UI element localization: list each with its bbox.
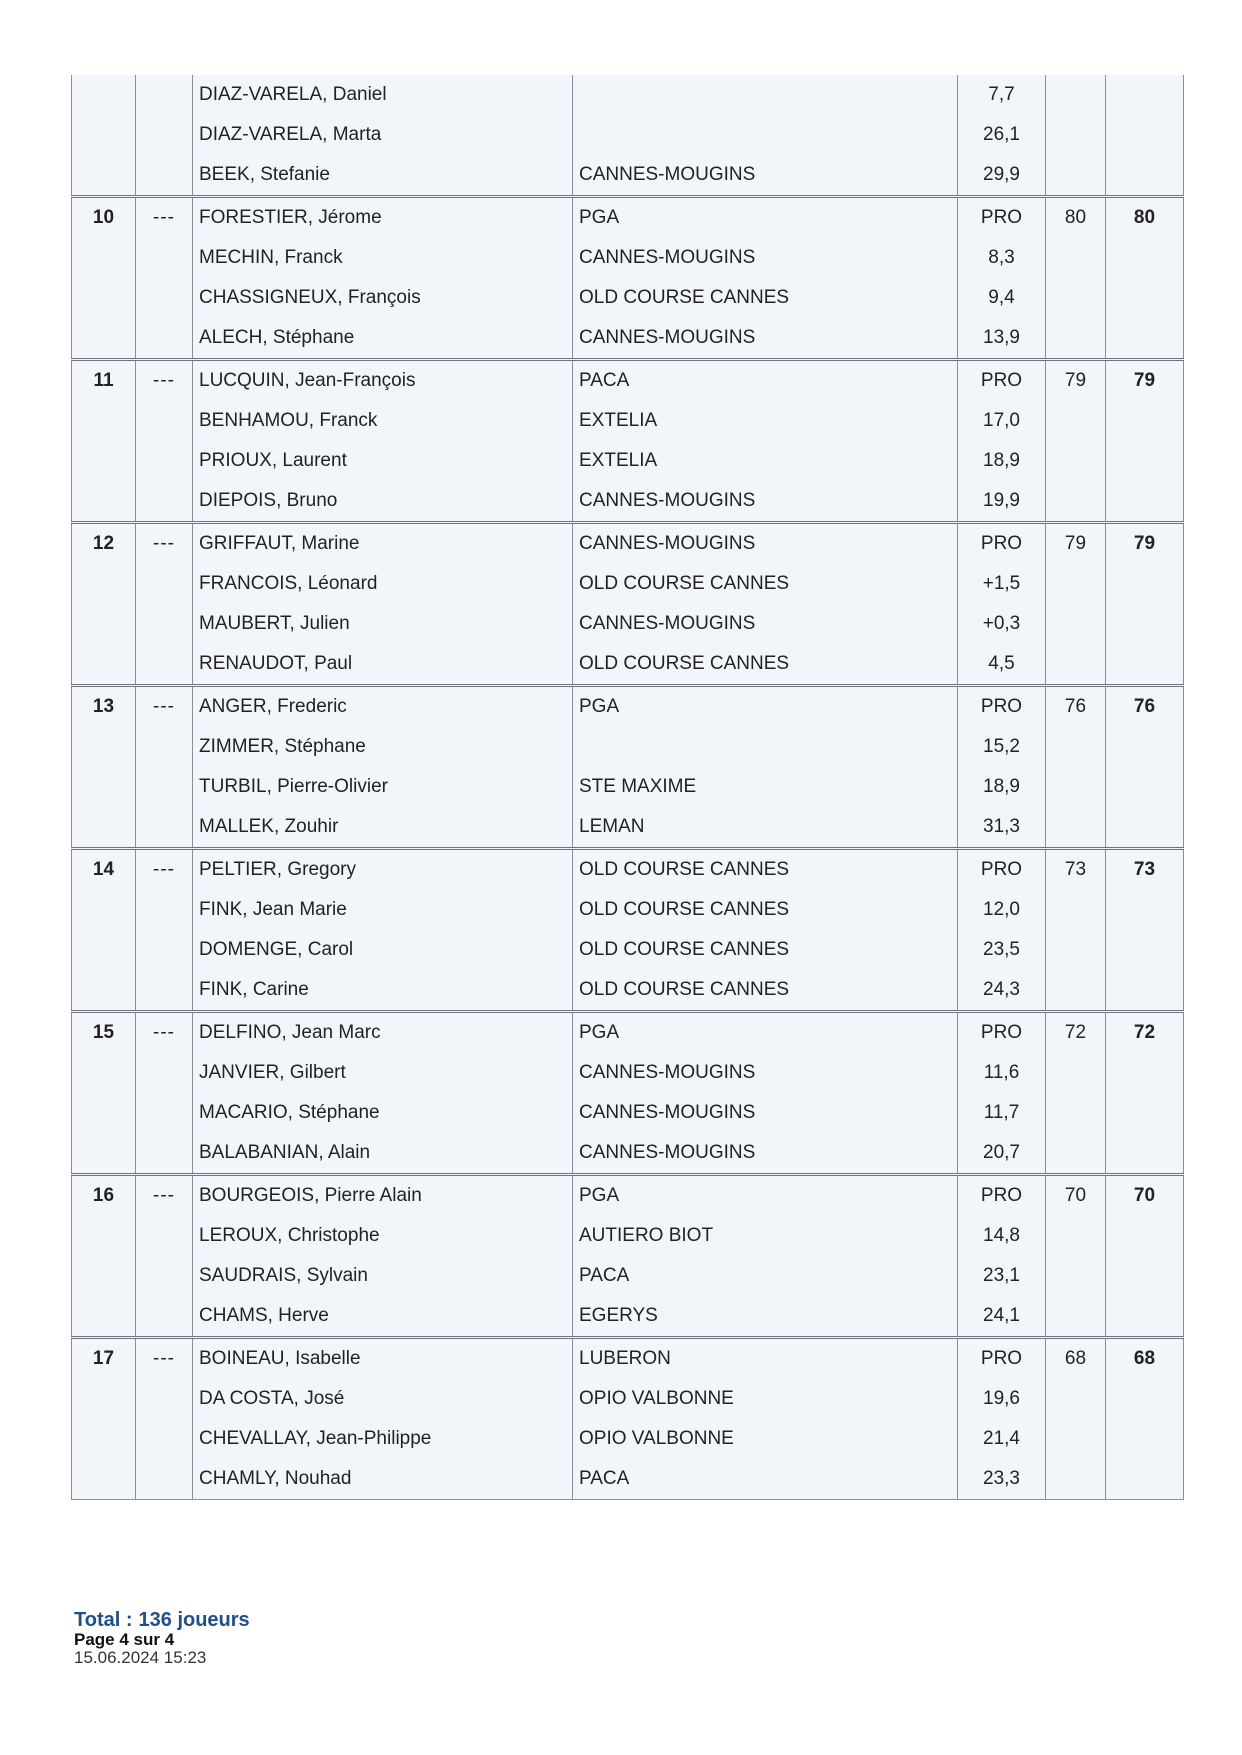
rank-cell: [72, 644, 136, 686]
rank-cell: [72, 1379, 136, 1419]
gross-score-cell: [1046, 1296, 1106, 1338]
rank-cell: [72, 604, 136, 644]
position-change-cell: [136, 318, 193, 360]
player-name-cell: MACARIO, Stéphane: [193, 1093, 573, 1133]
position-change-cell: [136, 481, 193, 523]
rank-cell: [72, 115, 136, 155]
position-change-cell: [136, 644, 193, 686]
gross-score-cell: [1046, 318, 1106, 360]
handicap-index-cell: 11,6: [958, 1053, 1046, 1093]
club-cell: EXTELIA: [573, 401, 958, 441]
position-change-cell: [136, 564, 193, 604]
club-cell: CANNES-MOUGINS: [573, 1133, 958, 1175]
net-score-cell: [1106, 564, 1184, 604]
player-name-cell: CHEVALLAY, Jean-Philippe: [193, 1419, 573, 1459]
gross-score-cell: [1046, 727, 1106, 767]
table-row: [72, 1338, 1184, 1380]
player-name-cell: MECHIN, Franck: [193, 238, 573, 278]
net-score-cell: [1106, 1419, 1184, 1459]
position-change-cell: [136, 75, 193, 115]
results-body: [72, 75, 1184, 1500]
player-name-cell: DIAZ-VARELA, Marta: [193, 115, 573, 155]
player-name-cell: DA COSTA, José: [193, 1379, 573, 1419]
table-row: [72, 1379, 1184, 1419]
printed-timestamp: 15.06.2024 15:23: [74, 1647, 207, 1667]
rank-cell: [72, 481, 136, 523]
handicap-index-cell: PRO: [958, 360, 1046, 402]
position-change-cell: [136, 604, 193, 644]
position-change-cell: [136, 727, 193, 767]
handicap-index-cell: PRO: [958, 523, 1046, 565]
table-row: [72, 686, 1184, 728]
rank-cell: [72, 767, 136, 807]
table-row: [72, 1093, 1184, 1133]
rank-cell: 10: [72, 197, 136, 239]
handicap-index-cell: 24,1: [958, 1296, 1046, 1338]
player-name-cell: ZIMMER, Stéphane: [193, 727, 573, 767]
table-row: [72, 278, 1184, 318]
handicap-index-cell: 14,8: [958, 1216, 1046, 1256]
player-name-cell: CHAMS, Herve: [193, 1296, 573, 1338]
player-name-cell: LEROUX, Christophe: [193, 1216, 573, 1256]
net-score-cell: [1106, 970, 1184, 1012]
rank-cell: [72, 807, 136, 849]
gross-score-cell: [1046, 115, 1106, 155]
position-change-cell: [136, 238, 193, 278]
rank-cell: [72, 75, 136, 115]
table-row: [72, 1256, 1184, 1296]
club-cell: OPIO VALBONNE: [573, 1419, 958, 1459]
club-cell: LEMAN: [573, 807, 958, 849]
rank-cell: 16: [72, 1175, 136, 1217]
handicap-index-cell: 24,3: [958, 970, 1046, 1012]
handicap-index-cell: 31,3: [958, 807, 1046, 849]
net-score-cell: [1106, 604, 1184, 644]
gross-score-cell: 70: [1046, 1175, 1106, 1217]
rank-cell: [72, 155, 136, 197]
player-name-cell: DIAZ-VARELA, Daniel: [193, 75, 573, 115]
position-change-cell: [136, 1459, 193, 1500]
page-number: Page 4 sur 4: [74, 1630, 175, 1649]
rank-cell: 13: [72, 686, 136, 728]
player-name-cell: PRIOUX, Laurent: [193, 441, 573, 481]
position-change-cell: [136, 930, 193, 970]
table-row: [72, 318, 1184, 360]
player-name-cell: ALECH, Stéphane: [193, 318, 573, 360]
position-change-cell: [136, 401, 193, 441]
position-change-cell: ---: [136, 197, 193, 239]
rank-cell: [72, 238, 136, 278]
handicap-index-cell: 19,9: [958, 481, 1046, 523]
table-row: [72, 481, 1184, 523]
table-row: [72, 564, 1184, 604]
rank-cell: 11: [72, 360, 136, 402]
net-score-cell: [1106, 115, 1184, 155]
club-cell: PGA: [573, 1175, 958, 1217]
handicap-index-cell: 4,5: [958, 644, 1046, 686]
gross-score-cell: [1046, 890, 1106, 930]
club-cell: LUBERON: [573, 1338, 958, 1380]
club-cell: OLD COURSE CANNES: [573, 564, 958, 604]
total-players: [74, 1610, 256, 1631]
club-cell: CANNES-MOUGINS: [573, 155, 958, 197]
handicap-index-cell: PRO: [958, 1338, 1046, 1380]
gross-score-cell: [1046, 481, 1106, 523]
net-score-cell: 80: [1106, 197, 1184, 239]
gross-score-cell: [1046, 1419, 1106, 1459]
rank-cell: [72, 1419, 136, 1459]
gross-score-cell: [1046, 401, 1106, 441]
player-name-cell: CHAMLY, Nouhad: [193, 1459, 573, 1500]
handicap-index-cell: PRO: [958, 1175, 1046, 1217]
table-row: [72, 1175, 1184, 1217]
club-cell: CANNES-MOUGINS: [573, 604, 958, 644]
table-row: [72, 930, 1184, 970]
club-cell: [573, 115, 958, 155]
rank-cell: [72, 727, 136, 767]
position-change-cell: [136, 767, 193, 807]
gross-score-cell: 76: [1046, 686, 1106, 728]
gross-score-cell: [1046, 930, 1106, 970]
rank-cell: [72, 1216, 136, 1256]
table-row: [72, 849, 1184, 891]
gross-score-cell: [1046, 807, 1106, 849]
position-change-cell: [136, 278, 193, 318]
table-row: [72, 644, 1184, 686]
gross-score-cell: 79: [1046, 360, 1106, 402]
handicap-index-cell: +0,3: [958, 604, 1046, 644]
net-score-cell: [1106, 1256, 1184, 1296]
rank-cell: [72, 401, 136, 441]
player-name-cell: ANGER, Frederic: [193, 686, 573, 728]
player-name-cell: CHASSIGNEUX, François: [193, 278, 573, 318]
player-name-cell: BENHAMOU, Franck: [193, 401, 573, 441]
club-cell: EXTELIA: [573, 441, 958, 481]
rank-cell: [72, 441, 136, 481]
handicap-index-cell: 21,4: [958, 1419, 1046, 1459]
handicap-index-cell: 7,7: [958, 75, 1046, 115]
gross-score-cell: [1046, 155, 1106, 197]
gross-score-cell: [1046, 1216, 1106, 1256]
net-score-cell: 73: [1106, 849, 1184, 891]
position-change-cell: [136, 155, 193, 197]
handicap-index-cell: 29,9: [958, 155, 1046, 197]
gross-score-cell: [1046, 604, 1106, 644]
net-score-cell: [1106, 481, 1184, 523]
net-score-cell: [1106, 1379, 1184, 1419]
player-name-cell: DELFINO, Jean Marc: [193, 1012, 573, 1054]
handicap-index-cell: 12,0: [958, 890, 1046, 930]
player-name-cell: BEEK, Stefanie: [193, 155, 573, 197]
rank-cell: [72, 1053, 136, 1093]
handicap-index-cell: 19,6: [958, 1379, 1046, 1419]
net-score-cell: 79: [1106, 360, 1184, 402]
net-score-cell: [1106, 278, 1184, 318]
handicap-index-cell: 26,1: [958, 115, 1046, 155]
total-label: Total :: [74, 1609, 133, 1631]
position-change-cell: [136, 807, 193, 849]
player-name-cell: MAUBERT, Julien: [193, 604, 573, 644]
player-name-cell: TURBIL, Pierre-Olivier: [193, 767, 573, 807]
rank-cell: [72, 930, 136, 970]
net-score-cell: 68: [1106, 1338, 1184, 1380]
results-sheet: [71, 75, 1183, 1500]
player-name-cell: BALABANIAN, Alain: [193, 1133, 573, 1175]
position-change-cell: [136, 970, 193, 1012]
handicap-index-cell: 23,5: [958, 930, 1046, 970]
net-score-cell: [1106, 155, 1184, 197]
table-row: [72, 401, 1184, 441]
club-cell: OLD COURSE CANNES: [573, 278, 958, 318]
club-cell: PGA: [573, 686, 958, 728]
player-name-cell: FINK, Carine: [193, 970, 573, 1012]
club-cell: CANNES-MOUGINS: [573, 1093, 958, 1133]
net-score-cell: [1106, 1093, 1184, 1133]
position-change-cell: ---: [136, 523, 193, 565]
table-row: [72, 767, 1184, 807]
net-score-cell: [1106, 318, 1184, 360]
net-score-cell: 72: [1106, 1012, 1184, 1054]
club-cell: [573, 75, 958, 115]
table-row: [72, 360, 1184, 402]
net-score-cell: [1106, 238, 1184, 278]
player-name-cell: MALLEK, Zouhir: [193, 807, 573, 849]
handicap-index-cell: PRO: [958, 197, 1046, 239]
club-cell: PACA: [573, 360, 958, 402]
club-cell: AUTIERO BIOT: [573, 1216, 958, 1256]
table-row: [72, 890, 1184, 930]
gross-score-cell: [1046, 644, 1106, 686]
net-score-cell: 79: [1106, 523, 1184, 565]
net-score-cell: [1106, 767, 1184, 807]
position-change-cell: ---: [136, 1012, 193, 1054]
gross-score-cell: [1046, 75, 1106, 115]
player-name-cell: BOINEAU, Isabelle: [193, 1338, 573, 1380]
position-change-cell: [136, 1093, 193, 1133]
club-cell: CANNES-MOUGINS: [573, 523, 958, 565]
club-cell: [573, 727, 958, 767]
net-score-cell: [1106, 807, 1184, 849]
gross-score-cell: 68: [1046, 1338, 1106, 1380]
club-cell: CANNES-MOUGINS: [573, 1053, 958, 1093]
net-score-cell: [1106, 727, 1184, 767]
rank-cell: [72, 1256, 136, 1296]
position-change-cell: ---: [136, 849, 193, 891]
table-row: [72, 197, 1184, 239]
net-score-cell: [1106, 1133, 1184, 1175]
club-cell: OLD COURSE CANNES: [573, 644, 958, 686]
gross-score-cell: [1046, 278, 1106, 318]
position-change-cell: [136, 115, 193, 155]
player-name-cell: DIEPOIS, Bruno: [193, 481, 573, 523]
player-name-cell: GRIFFAUT, Marine: [193, 523, 573, 565]
handicap-index-cell: PRO: [958, 1012, 1046, 1054]
table-row: [72, 1216, 1184, 1256]
table-row: [72, 807, 1184, 849]
rank-cell: [72, 970, 136, 1012]
position-change-cell: ---: [136, 1338, 193, 1380]
table-row: [72, 1296, 1184, 1338]
rank-cell: 14: [72, 849, 136, 891]
club-cell: EGERYS: [573, 1296, 958, 1338]
gross-score-cell: 80: [1046, 197, 1106, 239]
page-footer: [74, 1610, 256, 1667]
net-score-cell: [1106, 1459, 1184, 1500]
net-score-cell: [1106, 890, 1184, 930]
rank-cell: [72, 1133, 136, 1175]
player-name-cell: FINK, Jean Marie: [193, 890, 573, 930]
table-row: [72, 75, 1184, 115]
position-change-cell: [136, 1256, 193, 1296]
table-row: [72, 115, 1184, 155]
player-name-cell: RENAUDOT, Paul: [193, 644, 573, 686]
handicap-index-cell: 13,9: [958, 318, 1046, 360]
table-row: [72, 1012, 1184, 1054]
net-score-cell: [1106, 401, 1184, 441]
handicap-index-cell: 18,9: [958, 441, 1046, 481]
table-row: [72, 1459, 1184, 1500]
rank-cell: [72, 1093, 136, 1133]
club-cell: CANNES-MOUGINS: [573, 481, 958, 523]
club-cell: OLD COURSE CANNES: [573, 930, 958, 970]
table-row: [72, 238, 1184, 278]
player-name-cell: DOMENGE, Carol: [193, 930, 573, 970]
handicap-index-cell: 23,3: [958, 1459, 1046, 1500]
club-cell: CANNES-MOUGINS: [573, 318, 958, 360]
club-cell: PACA: [573, 1256, 958, 1296]
club-cell: OLD COURSE CANNES: [573, 890, 958, 930]
position-change-cell: [136, 1133, 193, 1175]
net-score-cell: [1106, 441, 1184, 481]
handicap-index-cell: +1,5: [958, 564, 1046, 604]
results-table: [71, 75, 1184, 1500]
table-row: [72, 1133, 1184, 1175]
handicap-index-cell: 8,3: [958, 238, 1046, 278]
net-score-cell: [1106, 644, 1184, 686]
gross-score-cell: [1046, 767, 1106, 807]
position-change-cell: [136, 1216, 193, 1256]
net-score-cell: [1106, 930, 1184, 970]
gross-score-cell: [1046, 441, 1106, 481]
gross-score-cell: 73: [1046, 849, 1106, 891]
handicap-index-cell: 15,2: [958, 727, 1046, 767]
position-change-cell: [136, 1296, 193, 1338]
player-name-cell: FRANCOIS, Léonard: [193, 564, 573, 604]
net-score-cell: 76: [1106, 686, 1184, 728]
rank-cell: [72, 1296, 136, 1338]
player-name-cell: BOURGEOIS, Pierre Alain: [193, 1175, 573, 1217]
handicap-index-cell: PRO: [958, 849, 1046, 891]
position-change-cell: ---: [136, 1175, 193, 1217]
handicap-index-cell: 17,0: [958, 401, 1046, 441]
gross-score-cell: [1046, 1379, 1106, 1419]
player-name-cell: SAUDRAIS, Sylvain: [193, 1256, 573, 1296]
gross-score-cell: [1046, 564, 1106, 604]
rank-cell: [72, 318, 136, 360]
table-row: [72, 970, 1184, 1012]
player-name-cell: PELTIER, Gregory: [193, 849, 573, 891]
table-row: [72, 155, 1184, 197]
handicap-index-cell: 11,7: [958, 1093, 1046, 1133]
handicap-index-cell: 23,1: [958, 1256, 1046, 1296]
gross-score-cell: [1046, 238, 1106, 278]
position-change-cell: [136, 1379, 193, 1419]
club-cell: PACA: [573, 1459, 958, 1500]
gross-score-cell: 79: [1046, 523, 1106, 565]
rank-cell: [72, 1459, 136, 1500]
rank-cell: 12: [72, 523, 136, 565]
rank-cell: [72, 564, 136, 604]
table-row: [72, 1053, 1184, 1093]
club-cell: OPIO VALBONNE: [573, 1379, 958, 1419]
club-cell: PGA: [573, 197, 958, 239]
club-cell: OLD COURSE CANNES: [573, 849, 958, 891]
handicap-index-cell: PRO: [958, 686, 1046, 728]
handicap-index-cell: 20,7: [958, 1133, 1046, 1175]
gross-score-cell: [1046, 1133, 1106, 1175]
position-change-cell: [136, 441, 193, 481]
total-value: 136 joueurs: [138, 1609, 250, 1631]
table-row: [72, 604, 1184, 644]
club-cell: STE MAXIME: [573, 767, 958, 807]
table-row: [72, 727, 1184, 767]
net-score-cell: [1106, 75, 1184, 115]
club-cell: CANNES-MOUGINS: [573, 238, 958, 278]
gross-score-cell: [1046, 1459, 1106, 1500]
rank-cell: [72, 278, 136, 318]
handicap-index-cell: 9,4: [958, 278, 1046, 318]
player-name-cell: LUCQUIN, Jean-François: [193, 360, 573, 402]
gross-score-cell: [1046, 970, 1106, 1012]
table-row: [72, 523, 1184, 565]
handicap-index-cell: 18,9: [958, 767, 1046, 807]
net-score-cell: [1106, 1296, 1184, 1338]
net-score-cell: [1106, 1216, 1184, 1256]
table-row: [72, 1419, 1184, 1459]
position-change-cell: [136, 890, 193, 930]
net-score-cell: [1106, 1053, 1184, 1093]
table-row: [72, 441, 1184, 481]
player-name-cell: FORESTIER, Jérome: [193, 197, 573, 239]
position-change-cell: [136, 1053, 193, 1093]
rank-cell: 15: [72, 1012, 136, 1054]
player-name-cell: JANVIER, Gilbert: [193, 1053, 573, 1093]
gross-score-cell: [1046, 1256, 1106, 1296]
position-change-cell: ---: [136, 360, 193, 402]
position-change-cell: ---: [136, 686, 193, 728]
rank-cell: [72, 890, 136, 930]
gross-score-cell: 72: [1046, 1012, 1106, 1054]
position-change-cell: [136, 1419, 193, 1459]
club-cell: OLD COURSE CANNES: [573, 970, 958, 1012]
net-score-cell: 70: [1106, 1175, 1184, 1217]
club-cell: PGA: [573, 1012, 958, 1054]
gross-score-cell: [1046, 1053, 1106, 1093]
gross-score-cell: [1046, 1093, 1106, 1133]
rank-cell: 17: [72, 1338, 136, 1380]
